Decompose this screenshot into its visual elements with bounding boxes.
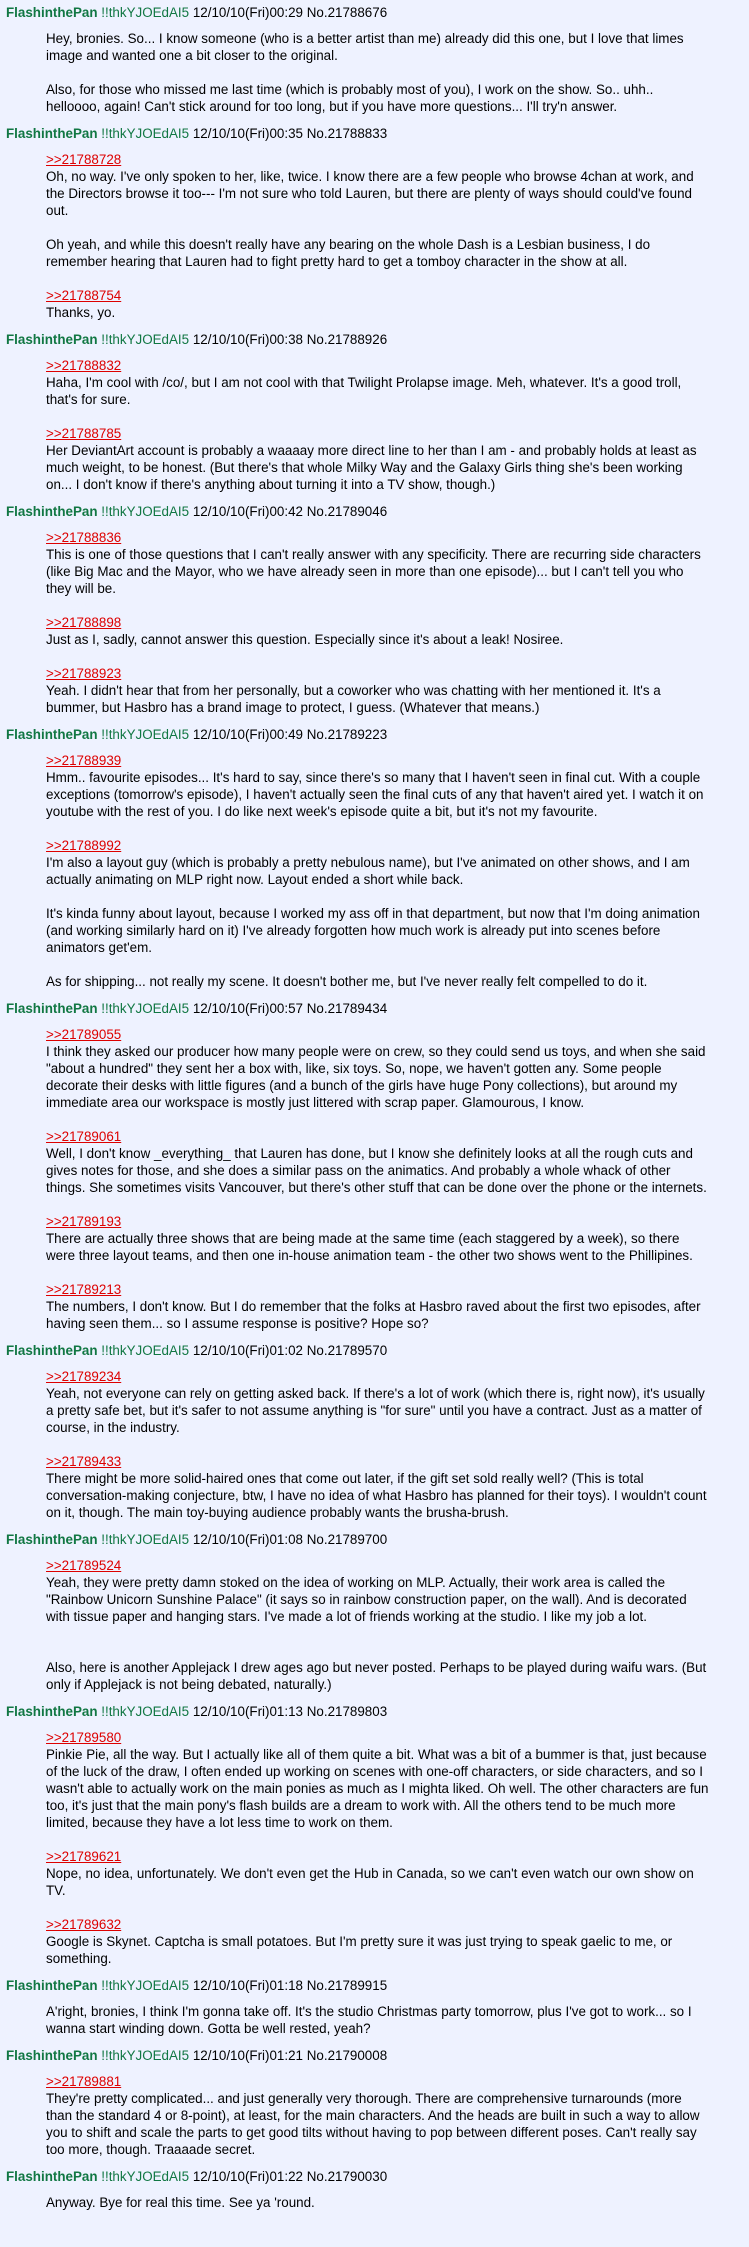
post-paragraph xyxy=(46,1213,709,1264)
tripcode: !!thkYJOEdAI5 xyxy=(101,126,190,141)
post-paragraph xyxy=(46,2194,709,2211)
post xyxy=(0,1340,749,1529)
post-text: Just as I, sadly, cannot answer this question. Especially since it's about a leak! Nosiree. xyxy=(46,632,564,647)
poster-name: FlashinthePan xyxy=(6,1704,98,1719)
post-text: Also, here is another Applejack I drew ages ago but never posted. Perhaps to be played during waifu wars. (But only if Applejack is not being debated, naturally.) xyxy=(46,1660,707,1692)
tripcode: !!thkYJOEdAI5 xyxy=(101,1704,190,1719)
post-number[interactable]: No.21788833 xyxy=(306,126,388,141)
post-header xyxy=(0,1340,749,1362)
post-body xyxy=(0,1723,749,1975)
post-body xyxy=(0,24,749,123)
post-date: 12/10/10(Fri)00:35 xyxy=(192,126,303,141)
post-header xyxy=(0,998,749,1020)
post xyxy=(0,1701,749,1975)
post-text: I think they asked our producer how many people were on crew, so they could send us toys, and when she said "about a hundred" they sent her a box with, like, six toys. So, nope, we haven't gotten any. Some people decorate their desks with little figures (and a bunch of the girls have huge Pony collections), but around my immediate area our workspace is mostly just littered with scrap paper. Glamourous, I know. xyxy=(46,1044,706,1110)
post-date: 12/10/10(Fri)01:02 xyxy=(192,1343,303,1358)
post xyxy=(0,2045,749,2166)
post-body xyxy=(0,523,749,724)
quote-link[interactable]: >>21788728 xyxy=(46,152,122,167)
post-paragraph xyxy=(46,1026,709,1111)
post-text: Also, for those who missed me last time (which is probably most of you), I work on the show. So.. uhh.. helloooo, again! Can't stick around for too long, but if you have more questions... I'll try'n answer. xyxy=(46,82,654,114)
post-body xyxy=(0,145,749,329)
tripcode: !!thkYJOEdAI5 xyxy=(101,5,190,20)
poster-name: FlashinthePan xyxy=(6,1343,98,1358)
poster-name: FlashinthePan xyxy=(6,332,98,347)
post-date: 12/10/10(Fri)01:22 xyxy=(192,2169,303,2184)
poster-name: FlashinthePan xyxy=(6,126,98,141)
post-text: It's kinda funny about layout, because I worked my ass off in that department, but now that I'm doing animation (and working similarly hard on it) I've already forgotten how much work is already put into scenes before animators get'em. xyxy=(46,906,700,955)
post-number[interactable]: No.21790030 xyxy=(306,2169,388,2184)
poster-name: FlashinthePan xyxy=(6,2048,98,2063)
post-body xyxy=(0,1020,749,1340)
post-paragraph xyxy=(46,529,709,597)
post-date: 12/10/10(Fri)01:13 xyxy=(192,1704,303,1719)
post-text: The numbers, I don't know. But I do remember that the folks at Hasbro raved about the first two episodes, after having seen them... so I assume response is positive? Hope so? xyxy=(46,1299,701,1331)
post-header xyxy=(0,1529,749,1551)
poster-name: FlashinthePan xyxy=(6,1532,98,1547)
post-text: There are actually three shows that are being made at the same time (each staggered by a week), so there were three layout teams, and then one in-house animation team - the other two shows went to the Phillipines. xyxy=(46,1231,693,1263)
post-date: 12/10/10(Fri)00:29 xyxy=(192,5,303,20)
poster-name: FlashinthePan xyxy=(6,504,98,519)
post-body xyxy=(0,1362,749,1529)
quote-link[interactable]: >>21789632 xyxy=(46,1917,122,1932)
post-date: 12/10/10(Fri)01:08 xyxy=(192,1532,303,1547)
post-text: Well, I don't know _everything_ that Lauren has done, but I know she definitely looks at all the rough cuts and gives notes for those, and she does a similar pass on the animatics. And probably a whole whack of other things. She sometimes visits Vancouver, but there's other stuff that can be done over the phone or the internets. xyxy=(46,1146,707,1195)
tripcode: !!thkYJOEdAI5 xyxy=(101,504,190,519)
post-paragraph xyxy=(46,30,709,64)
post-paragraph xyxy=(46,2073,709,2158)
tripcode: !!thkYJOEdAI5 xyxy=(101,1001,190,1016)
post-date: 12/10/10(Fri)00:49 xyxy=(192,727,303,742)
post-body xyxy=(0,2067,749,2166)
quote-link[interactable]: >>21789213 xyxy=(46,1282,122,1297)
post-paragraph xyxy=(46,905,709,956)
quote-link[interactable]: >>21789055 xyxy=(46,1027,122,1042)
poster-name: FlashinthePan xyxy=(6,1978,98,1993)
post-date: 12/10/10(Fri)01:18 xyxy=(192,1978,303,1993)
post-number[interactable]: No.21789046 xyxy=(306,504,388,519)
post-date: 12/10/10(Fri)00:57 xyxy=(192,1001,303,1016)
quote-link[interactable]: >>21788939 xyxy=(46,753,122,768)
post-paragraph xyxy=(46,1848,709,1899)
post-paragraph xyxy=(46,1368,709,1436)
post-body xyxy=(0,351,749,501)
post-header xyxy=(0,2045,749,2067)
post-header xyxy=(0,501,749,523)
post-paragraph xyxy=(46,1659,709,1693)
post-date: 12/10/10(Fri)00:38 xyxy=(192,332,303,347)
post-paragraph xyxy=(46,752,709,820)
post-number[interactable]: No.21789223 xyxy=(306,727,388,742)
post-text: Anyway. Bye for real this time. See ya 'round. xyxy=(46,2195,315,2210)
quote-link[interactable]: >>21788836 xyxy=(46,530,122,545)
post-number[interactable]: No.21789434 xyxy=(306,1001,388,1016)
quote-link[interactable]: >>21788992 xyxy=(46,838,122,853)
post-text: A'right, bronies, I think I'm gonna take off. It's the studio Christmas party tomorrow, plus I've got to work... so I wanna start winding down. Gotta be well rested, yeah? xyxy=(46,2004,692,2036)
tripcode: !!thkYJOEdAI5 xyxy=(101,1343,190,1358)
quote-link[interactable]: >>21789193 xyxy=(46,1214,122,1229)
post-header xyxy=(0,1701,749,1723)
quote-link[interactable]: >>21789881 xyxy=(46,2074,122,2089)
post-text: Oh yeah, and while this doesn't really have any bearing on the whole Dash is a Lesbian business, I do remember hearing that Lauren had to fight pretty hard to get a tomboy character in the show at all. xyxy=(46,237,651,269)
poster-name: FlashinthePan xyxy=(6,2169,98,2184)
quote-link[interactable]: >>21788785 xyxy=(46,426,122,441)
tripcode: !!thkYJOEdAI5 xyxy=(101,1978,190,1993)
post-paragraph xyxy=(46,1916,709,1967)
post xyxy=(0,1975,749,2045)
post xyxy=(0,123,749,329)
post-number[interactable]: No.21788926 xyxy=(306,332,388,347)
post-date: 12/10/10(Fri)01:21 xyxy=(192,2048,303,2063)
post-paragraph xyxy=(46,287,709,321)
post-body xyxy=(0,1997,749,2045)
post-text: Yeah. I didn't hear that from her personally, but a coworker who was chatting with her mentioned it. It's a bummer, but Hasbro has a brand image to protect, I guess. (Whatever that means.) xyxy=(46,683,661,715)
quote-link[interactable]: >>21789524 xyxy=(46,1558,122,1573)
quote-link[interactable]: >>21788923 xyxy=(46,666,122,681)
post xyxy=(0,724,749,998)
quote-link[interactable]: >>21789621 xyxy=(46,1849,122,1864)
post-text: Her DeviantArt account is probably a waaaay more direct line to her than I am - and probably holds at least as much weight, to be honest. (But there's that whole Milky Way and the Galaxy Girls thing she's been working on... I don't know if there's anything about turning it into a TV show, though.) xyxy=(46,443,697,492)
post-paragraph xyxy=(46,1453,709,1521)
post-paragraph xyxy=(46,1128,709,1196)
post-text: I'm also a layout guy (which is probably a pretty nebulous name), but I've animated on other shows, and I am actually animating on MLP right now. Layout ended a short while back. xyxy=(46,855,690,887)
post-paragraph xyxy=(46,614,709,648)
post-text: Haha, I'm cool with /co/, but I am not cool with that Twilight Prolapse image. Meh, whatever. It's a good troll, that's for sure. xyxy=(46,375,682,407)
poster-name: FlashinthePan xyxy=(6,1001,98,1016)
post-paragraph xyxy=(46,1729,709,1831)
post-text: Pinkie Pie, all the way. But I actually like all of them quite a bit. What was a bit of a bummer is that, just because of the luck of the draw, I often ended up working on scenes with one-off characters, or side characters, and so I wasn't able to actually work on the main ponies as much as I mighta liked. Oh well. The other characters are fun too, it's just that the main pony's flash builds are a dream to work with. All the others tend to be much more limited, because they have a lot less time to work on them. xyxy=(46,1747,709,1830)
post-number[interactable]: No.21790008 xyxy=(306,2048,388,2063)
post-header xyxy=(0,2,749,24)
post-paragraph xyxy=(46,1557,709,1625)
tripcode: !!thkYJOEdAI5 xyxy=(101,2048,190,2063)
post-text: Yeah, they were pretty damn stoked on the idea of working on MLP. Actually, their work area is called the "Rainbow Unicorn Sunshine Palace" (it says so in rainbow construction paper, on the wall). And is decorated with tissue paper and hanging stars. I've made a lot of friends working at the studio. I like my job a lot. xyxy=(46,1575,687,1624)
quote-link[interactable]: >>21789433 xyxy=(46,1454,122,1469)
post-paragraph xyxy=(46,1281,709,1332)
quote-link[interactable]: >>21788832 xyxy=(46,358,122,373)
quote-link[interactable]: >>21788898 xyxy=(46,615,122,630)
post-paragraph xyxy=(46,236,709,270)
post xyxy=(0,501,749,724)
post xyxy=(0,2166,749,2219)
tripcode: !!thkYJOEdAI5 xyxy=(101,2169,190,2184)
post-text: Thanks, yo. xyxy=(46,305,116,320)
post-paragraph xyxy=(46,81,709,115)
post-header xyxy=(0,2166,749,2188)
quote-link[interactable]: >>21789061 xyxy=(46,1129,122,1144)
quote-link[interactable]: >>21788754 xyxy=(46,288,122,303)
post-paragraph xyxy=(46,665,709,716)
post-paragraph xyxy=(46,151,709,219)
post-text: Oh, no way. I've only spoken to her, like, twice. I know there are a few people who browse 4chan at work, and the Directors browse it too--- I'm not sure who told Lauren, but there are plenty of ways should could've found out. xyxy=(46,169,694,218)
post-number[interactable]: No.21789700 xyxy=(306,1532,388,1547)
post-number[interactable]: No.21789570 xyxy=(306,1343,388,1358)
post-text: There might be more solid-haired ones that come out later, if the gift set sold really well? (This is total conversation-making conjecture, btw, I have no idea of what Hasbro has planned for their toys). I wouldn't count on it, though. The main toy-buying audience probably wants the brusha-brush. xyxy=(46,1471,707,1520)
poster-name: FlashinthePan xyxy=(6,727,98,742)
quote-link[interactable]: >>21789234 xyxy=(46,1369,122,1384)
post-date: 12/10/10(Fri)00:42 xyxy=(192,504,303,519)
post-text: This is one of those questions that I can't really answer with any specificity. There are recurring side characters (like Big Mac and the Mayor, who we have already seen in more than one episode)... but I can't tell you who they will be. xyxy=(46,547,701,596)
post-number[interactable]: No.21788676 xyxy=(306,5,388,20)
post-header xyxy=(0,724,749,746)
post-body xyxy=(0,746,749,998)
post-text: Nope, no idea, unfortunately. We don't even get the Hub in Canada, so we can't even watch our own show on TV. xyxy=(46,1866,694,1898)
post-header xyxy=(0,1975,749,1997)
post-number[interactable]: No.21789803 xyxy=(306,1704,388,1719)
tripcode: !!thkYJOEdAI5 xyxy=(101,727,190,742)
post-paragraph xyxy=(46,837,709,888)
post xyxy=(0,329,749,501)
post-text: Hmm.. favourite episodes... It's hard to say, since there's so many that I haven't seen in final cut. With a couple exceptions (tomorrow's episode), I haven't actually seen the final cuts of any that haven't aired yet. I watch it on youtube with the rest of you. I do like next week's episode quite a bit, but it's not my favourite. xyxy=(46,770,704,819)
post xyxy=(0,998,749,1340)
post-text: They're pretty complicated... and just generally very thorough. There are comprehensive turnarounds (more than the standard 4 or 8-point), at least, for the main characters. And the heads are built in such a way to allow you to shift and scale the parts to get good tilts without having to pop between different poses. Can't really say too more, though. Traaaade secret. xyxy=(46,2091,700,2157)
poster-name: FlashinthePan xyxy=(6,5,98,20)
post-header xyxy=(0,329,749,351)
post-header xyxy=(0,123,749,145)
post-text: As for shipping... not really my scene. It doesn't bother me, but I've never really felt compelled to do it. xyxy=(46,974,648,989)
post-paragraph xyxy=(46,973,709,990)
tripcode: !!thkYJOEdAI5 xyxy=(101,1532,190,1547)
quote-link[interactable]: >>21789580 xyxy=(46,1730,122,1745)
tripcode: !!thkYJOEdAI5 xyxy=(101,332,190,347)
post-number[interactable]: No.21789915 xyxy=(306,1978,388,1993)
post-text: Google is Skynet. Captcha is small potatoes. But I'm pretty sure it was just trying to speak gaelic to me, or something. xyxy=(46,1934,673,1966)
post-body xyxy=(0,1551,749,1701)
post-text: Hey, bronies. So... I know someone (who is a better artist than me) already did this one, but I love that limes image and wanted one a bit closer to the original. xyxy=(46,31,684,63)
post xyxy=(0,1529,749,1701)
post-body xyxy=(0,2188,749,2219)
post-paragraph xyxy=(46,425,709,493)
post-paragraph xyxy=(46,2003,709,2037)
post-paragraph xyxy=(46,357,709,408)
post-text: Yeah, not everyone can rely on getting asked back. If there's a lot of work (which there is, right now), it's usually a pretty safe bet, but it's safer to not assume anything is "for sure" until you have a contract. Just as a matter of course, in the industry. xyxy=(46,1386,705,1435)
post xyxy=(0,2,749,123)
